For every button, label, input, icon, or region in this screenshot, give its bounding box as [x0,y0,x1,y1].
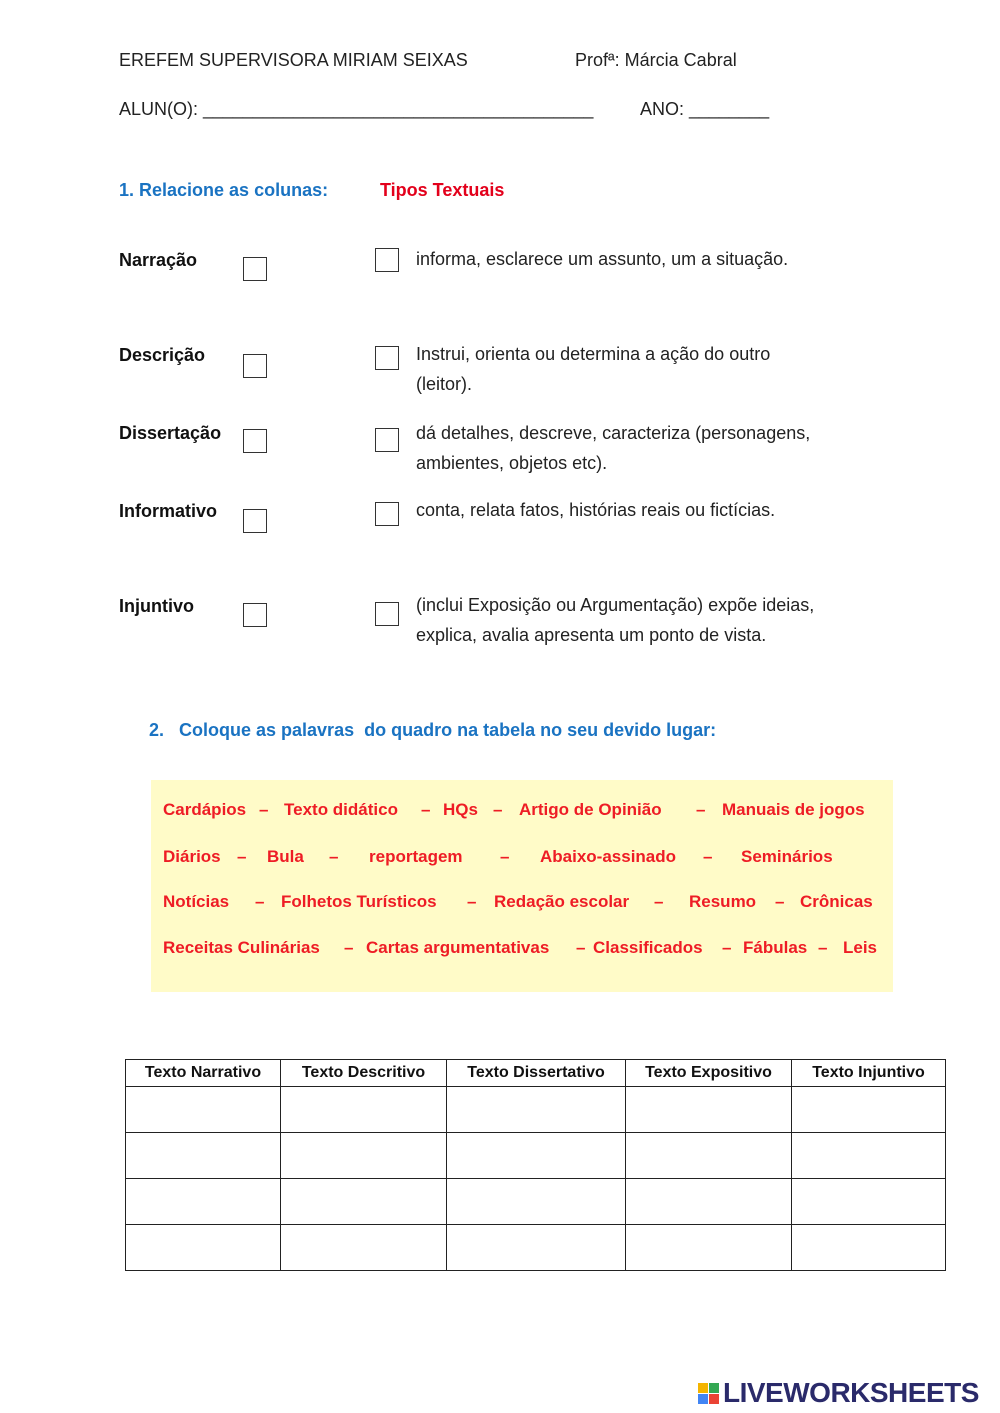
right-item-4-line-1: conta, relata fatos, histórias reais ou fictícias. [416,500,776,520]
word-cartas-argumentativas: Cartas argumentativas [366,938,550,957]
word-separator: – [259,800,269,819]
table-cell[interactable] [281,1225,447,1271]
word-receitas-culinarias: Receitas Culinárias [163,938,320,957]
table-cell[interactable] [792,1087,946,1133]
classification-table [125,1059,946,1271]
word-separator: – [576,938,586,957]
right-answer-box-3[interactable] [375,428,399,452]
word-noticias: Notícias [163,892,230,911]
word-folhetos-turisticos: Folhetos Turísticos [281,892,437,911]
word-texto-didatico: Texto didático [284,800,398,819]
header-texto-expositivo: Texto Expositivo [626,1060,792,1087]
header-texto-narrativo: Texto Narrativo [126,1060,281,1087]
right-answer-box-2[interactable] [375,346,399,370]
table-cell[interactable] [447,1133,626,1179]
left-answer-box-3[interactable] [243,429,267,453]
right-item-4 [416,495,775,525]
right-item-3-line-2: ambientes, objetos etc). [416,453,608,473]
word-leis: Leis [843,938,878,957]
school-name: EREFEM SUPERVISORA MIRIAM SEIXAS [119,50,468,70]
header-texto-injuntivo: Texto Injuntivo [792,1060,946,1087]
table-cell[interactable] [447,1087,626,1133]
word-resumo: Resumo [689,892,757,911]
question2-prompt: 2. Coloque as palavras do quadro na tabela no seu devido lugar: [149,720,717,740]
right-item-1-line-1: informa, esclarece um assunto, um a situação. [416,249,789,269]
word-bula: Bula [267,847,304,866]
word-separator: – [775,892,785,911]
right-item-3-line-1: dá detalhes, descreve, caracteriza (personagens, [416,423,811,443]
left-answer-box-2[interactable] [243,354,267,378]
table-cell[interactable] [126,1087,281,1133]
word-separator: – [467,892,477,911]
table-cell[interactable] [626,1133,792,1179]
student-name-line[interactable]: ALUN(O): _______________________________________ [119,99,594,119]
word-hqs: HQs [443,800,478,819]
table-header-row [126,1060,946,1087]
left-item-narracao: Narração [119,250,198,270]
question1-prompt: 1. Relacione as colunas: [119,180,329,200]
header-texto-dissertativo: Texto Dissertativo [447,1060,626,1087]
right-item-3 [416,418,810,478]
table-cell[interactable] [626,1179,792,1225]
word-reportagem: reportagem [369,847,463,866]
table-row [126,1087,946,1133]
word-separator: – [421,800,431,819]
right-item-5-line-1: (inclui Exposição ou Argumentação) expõe ideias, [416,595,815,615]
word-separator: – [493,800,503,819]
word-abaixo-assinado: Abaixo-assinado [540,847,677,866]
left-answer-box-4[interactable] [243,509,267,533]
word-separator: – [344,938,354,957]
table-cell[interactable] [792,1133,946,1179]
liveworksheets-logo [698,1376,979,1410]
table-row [126,1225,946,1271]
word-bank-box [151,780,893,992]
word-separator: – [237,847,247,866]
table-cell[interactable] [126,1133,281,1179]
word-diarios: Diários [163,847,221,866]
word-artigo-de-opiniao: Artigo de Opinião [519,800,662,819]
liveworksheets-logo-icon [698,1383,719,1404]
table-cell[interactable] [447,1179,626,1225]
left-item-injuntivo: Injuntivo [119,596,194,616]
table-cell[interactable] [126,1225,281,1271]
word-separator: – [654,892,664,911]
right-item-2-line-2: (leitor). [416,374,473,394]
table-cell[interactable] [792,1179,946,1225]
table-cell[interactable] [447,1225,626,1271]
table-cell[interactable] [281,1179,447,1225]
table-cell[interactable] [626,1087,792,1133]
word-classificados: Classificados [593,938,703,957]
table-cell[interactable] [792,1225,946,1271]
right-item-5-line-2: explica, avalia apresenta um ponto de vista. [416,625,767,645]
left-item-descricao: Descrição [119,345,206,365]
left-answer-box-5[interactable] [243,603,267,627]
word-separator: – [255,892,265,911]
word-separator: – [696,800,706,819]
right-item-1 [416,244,788,274]
right-answer-box-4[interactable] [375,502,399,526]
right-item-5 [416,590,814,650]
word-separator: – [818,938,828,957]
header-texto-descritivo: Texto Descritivo [281,1060,447,1087]
word-separator: – [329,847,339,866]
word-separator: – [703,847,713,866]
table-row [126,1133,946,1179]
word-manuais-de-jogos: Manuais de jogos [722,800,865,819]
word-separator: – [500,847,510,866]
word-cronicas: Crônicas [800,892,873,911]
year-line[interactable]: ANO: ________ [640,99,770,119]
table-row [126,1179,946,1225]
right-item-2 [416,339,770,399]
table-cell[interactable] [281,1133,447,1179]
question1-title: Tipos Textuais [380,180,505,200]
teacher-name: Profª: Márcia Cabral [575,50,737,70]
liveworksheets-logo-text: LIVEWORKSHEETS [723,1377,979,1408]
table-cell[interactable] [626,1225,792,1271]
left-item-dissertacao: Dissertação [119,423,222,443]
word-fabulas: Fábulas [743,938,808,957]
table-cell[interactable] [281,1087,447,1133]
word-redacao-escolar: Redação escolar [494,892,630,911]
right-answer-box-1[interactable] [375,248,399,272]
table-cell[interactable] [126,1179,281,1225]
left-answer-box-1[interactable] [243,257,267,281]
word-cardapios: Cardápios [163,800,247,819]
word-separator: – [722,938,732,957]
left-item-informativo: Informativo [119,501,218,521]
right-answer-box-5[interactable] [375,602,399,626]
word-seminarios: Seminários [741,847,833,866]
right-item-2-line-1: Instrui, orienta ou determina a ação do outro [416,344,771,364]
